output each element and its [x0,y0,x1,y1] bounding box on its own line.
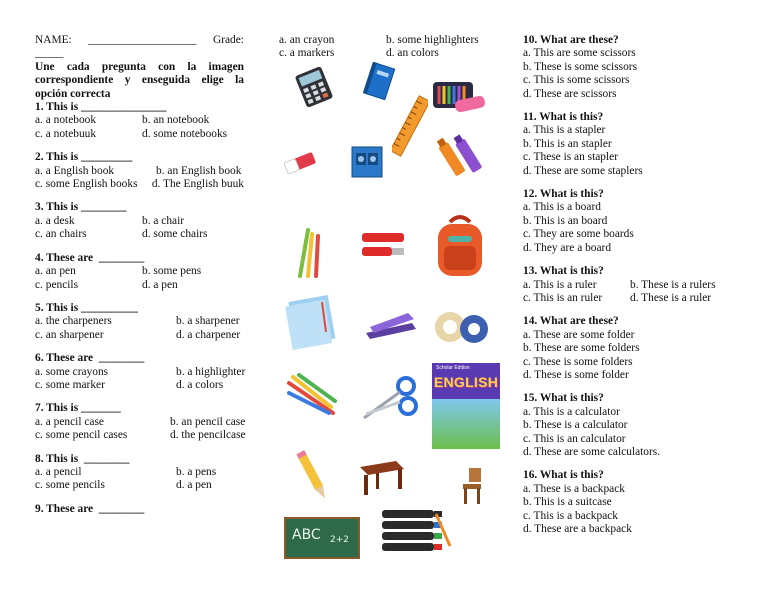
column-1 [35,34,244,516]
option-b[interactable]: b. a sharpener [176,315,240,328]
question-5 [35,302,244,342]
question-11 [523,111,755,178]
option-d[interactable]: d. the pencilcase [170,429,246,442]
option-d[interactable]: d. an colors [386,47,439,60]
question-title: 11. What is this? [523,111,604,124]
option-a[interactable]: a. a notebook [35,114,97,127]
option-a[interactable]: a. These are some folder [523,328,635,341]
board-letters: ABC [292,527,321,543]
option-b[interactable]: b. a pens [176,465,217,478]
option-c[interactable]: c. They are some boards [523,228,634,241]
question-title: 2. This is _________ [35,151,133,164]
option-c[interactable]: c. some pencils [35,479,105,492]
crayons-picture[interactable] [285,373,339,417]
pencils-picture[interactable] [290,224,326,280]
option-a[interactable]: a. This is a board [523,201,601,214]
question-title: 4. These are ________ [35,251,145,264]
option-d[interactable]: d. These is a ruler [630,291,712,304]
markers-picture[interactable] [380,506,452,556]
option-d[interactable]: d. They are a board [523,241,612,254]
highlighters-picture[interactable] [437,128,489,186]
english-book-picture[interactable] [432,363,500,449]
option-c[interactable]: c. This is an ruler [523,291,603,304]
option-c[interactable]: c. some marker [35,378,105,391]
question-title: 16. What is this? [523,469,604,482]
eraser-picture[interactable] [282,148,318,178]
option-b[interactable]: b. a highlighter [176,365,246,378]
question-title: 9. These are ________ [35,502,145,515]
option-c[interactable]: c. These is some folders [523,355,633,368]
question-10 [523,34,755,101]
question-title: 13. What is this? [523,265,604,278]
question-title: 14. What are these? [523,315,619,328]
option-a[interactable]: a. a pencil case [35,415,104,428]
option-d[interactable]: d. These are some staplers [523,164,643,177]
question-1 [35,101,244,141]
option-d[interactable]: d. some chairs [142,228,208,241]
board-formula: 2+2 [330,535,349,545]
option-c[interactable]: c. a markers [279,47,335,60]
question-4 [35,252,244,292]
option-a[interactable]: a. This is a calculator [523,405,620,418]
tape-picture[interactable] [432,305,492,349]
option-d[interactable]: d. a charpener [176,328,241,341]
option-a[interactable]: a. the charpeners [35,315,112,328]
question-16 [523,469,755,536]
question-title: 3. This is ________ [35,201,127,214]
question-title: 8. This is ________ [35,452,130,465]
option-d[interactable]: d. some notebooks [142,127,228,140]
option-d[interactable]: d. These is some folder [523,368,629,381]
option-d[interactable]: d. These are some calculators. [523,445,661,458]
stapler-picture[interactable] [362,303,420,343]
option-a[interactable]: a. a desk [35,214,75,227]
chair-picture[interactable] [459,466,485,506]
ruler-picture[interactable] [392,93,428,159]
option-c[interactable]: c. pencils [35,278,79,291]
option-c[interactable]: c. an chairs [35,228,87,241]
option-c[interactable]: c. some pencil cases [35,429,128,442]
option-c[interactable]: c. some English books [35,178,138,191]
backpack-picture[interactable] [432,212,488,280]
pencil-picture[interactable] [296,447,330,503]
option-a[interactable]: a. This are some scissors [523,47,636,60]
question-title: 6. These are ________ [35,352,145,365]
option-b[interactable]: b. These is some scissors [523,60,638,73]
question-title: 5. This is __________ [35,301,138,314]
option-d[interactable]: d. a pen [176,479,212,492]
option-c[interactable]: c. This is an calculator [523,432,626,445]
pencil-case-picture[interactable] [431,78,487,116]
option-a[interactable]: a. an pen [35,265,76,278]
question-2 [35,151,244,191]
option-b[interactable]: b. These are some folders [523,342,640,355]
grade-label: Grade: [212,34,244,46]
name-label: NAME: [35,34,72,46]
option-b[interactable]: b. an English book [156,164,242,177]
option-d[interactable]: d. a pen [142,278,178,291]
name-grade-line [35,34,244,47]
book-edition-text: Scholar Edition [436,365,470,371]
option-a[interactable]: a. some crayons [35,365,109,378]
notebook-picture[interactable] [362,61,396,103]
calculator-picture[interactable] [292,66,336,108]
option-b[interactable]: b. a chair [142,214,185,227]
question-7 [35,402,244,442]
option-d[interactable]: d. These are scissors [523,87,617,100]
option-b[interactable]: b. some pens [142,265,202,278]
folders-picture[interactable] [282,292,344,350]
option-a[interactable]: a. a pencil [35,465,82,478]
option-c[interactable]: c. a notebuuk [35,127,97,140]
question-title: 12. What is this? [523,188,604,201]
question-9 [35,503,244,516]
question-3 [35,201,244,241]
question-15 [523,392,755,459]
option-b[interactable]: b. some highlighters [386,34,479,46]
option-b[interactable]: b. an pencil case [170,415,246,428]
option-a[interactable]: a. a English book [35,164,115,177]
question-8 [35,453,244,493]
option-d[interactable]: d. a colors [176,378,224,391]
book-illustration [432,399,500,449]
option-b[interactable]: b. This is a suitcase [523,496,612,509]
option-a[interactable]: a. an crayon [279,34,335,46]
board-picture[interactable] [284,517,360,559]
instructions: Une cada pregunta con la imagen correspondiente y enseguida elige la opción correcta [35,60,244,100]
question-14 [523,315,755,382]
question-title: 10. What are these? [523,34,619,46]
name-blank[interactable]: ___________________ [88,34,197,46]
pens-picture[interactable] [358,229,408,269]
grade-blank[interactable]: _____ [35,47,64,60]
desk-picture[interactable] [356,455,406,497]
option-b[interactable]: b. This is an stapler [523,137,612,150]
option-a[interactable]: a. This is a stapler [523,124,606,137]
question-12 [523,188,755,255]
question-6 [35,352,244,392]
book-title: ENGLISH [433,374,499,390]
option-b[interactable]: b. an notebook [142,114,210,127]
option-c[interactable]: c. These is an stapler [523,151,618,164]
option-d[interactable]: d. The English buuk [151,178,244,191]
option-c[interactable]: c. This is some scissors [523,74,630,87]
scissors-picture[interactable] [360,374,422,424]
option-c[interactable]: c. This is a backpack [523,509,618,522]
question-title: 7. This is _______ [35,402,121,415]
option-a[interactable]: a. These is a backpack [523,482,625,495]
option-a[interactable]: a. This is a ruler [523,278,597,291]
question-title: 1. This is _______________ [35,101,167,114]
option-c[interactable]: c. an sharpener [35,328,104,341]
sharpener-picture[interactable] [350,145,384,179]
column-3 [523,34,755,536]
option-b[interactable]: b. These is a calculator [523,419,628,432]
option-b[interactable]: b. These is a rulers [630,278,716,291]
question-title: 15. What is this? [523,392,604,405]
option-b[interactable]: b. This is an board [523,214,608,227]
option-d[interactable]: d. These are a backpack [523,523,632,535]
question-13 [523,265,755,305]
question-9-options [279,34,509,61]
